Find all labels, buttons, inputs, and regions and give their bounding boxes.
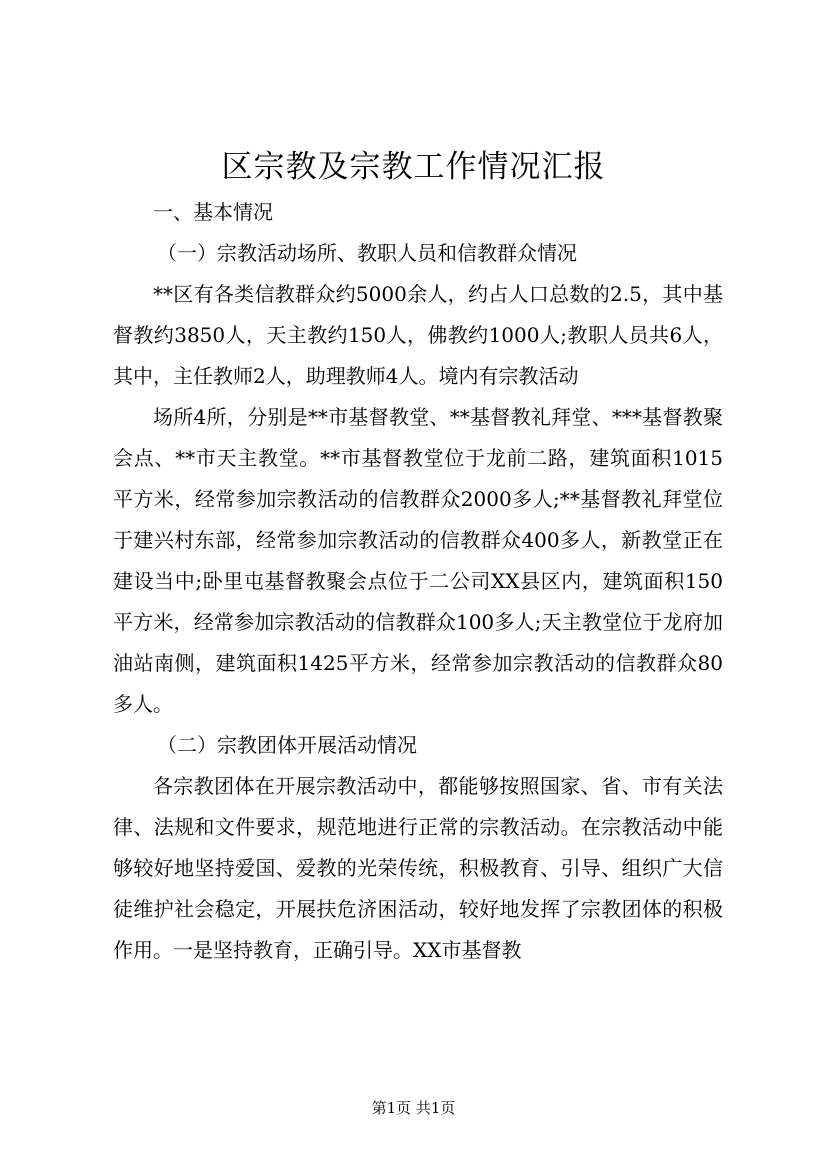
subsection-heading-venues-and-believers: （一）宗教活动场所、教职人员和信教群众情况 bbox=[157, 241, 577, 265]
subsection-heading-group-activities: （二）宗教团体开展活动情况 bbox=[157, 733, 417, 757]
document-body bbox=[113, 192, 723, 971]
paragraph-group-activities: 各宗教团体在开展宗教活动中，都能够按照国家、省、市有关法律、法规和文件要求，规范地进行正常的宗教活动。在宗教活动中能够较好地坚持爱国、爱教的光荣传统，积极教育、引导、组织广大信徒维护社会稳定，开展扶危济困活动，较好地发挥了宗教团体的积极作用。一是坚持教育，正确引导。XX市基督教 bbox=[113, 774, 723, 962]
document-title: 区宗教及宗教工作情况汇报 bbox=[221, 149, 606, 185]
paragraph-believer-statistics: **区有各类信教群众约5000余人，约占人口总数的2.5，其中基督教约3850人，天主教约150人，佛教约1000人;教职人员共6人，其中，主任教师2人，助理教师4人。境内有宗教活动 bbox=[113, 282, 723, 388]
page-footer: 第1页 共1页 bbox=[371, 1099, 456, 1117]
paragraph-religious-venues: 场所4所，分别是**市基督教堂、**基督教礼拜堂、***基督教聚会点、**市天主教堂。**市基督教堂位于龙前二路，建筑面积1015平方米，经常参加宗教活动的信教群众2000多人;**基督教礼拜堂位于建兴村东部，经常参加宗教活动的信教群众400多人，新教堂正在建设当中;卧里屯基督教聚会点位于二公司XX县区内，建筑面积150平方米，经常参加宗教活动的信教群众100多人;天主教堂位于龙府加油站南侧，建筑面积1425平方米，经常参加宗教活动的信教群众80多人。 bbox=[113, 405, 723, 716]
section-heading-basic-situation: 一、基本情况 bbox=[153, 200, 273, 224]
